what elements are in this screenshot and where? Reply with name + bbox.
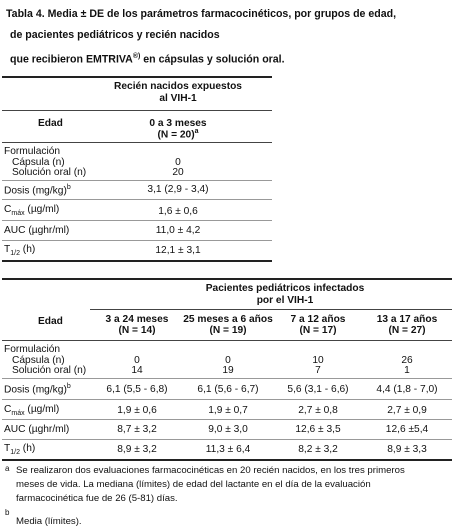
table1-val-cmax: 1,6 ± 0,6 <box>158 206 198 217</box>
t12-unit: (h) <box>19 443 36 454</box>
table2-row-solucion: Solución oral (n) <box>12 365 87 376</box>
footnote-a-mark: a <box>5 464 10 473</box>
table2-group-header-line-1: Pacientes pediátricos infectados <box>205 283 365 294</box>
table-title-line-2: de pacientes pediátricos y recién nacidos <box>10 29 220 41</box>
table2-group-header-line-2: por el VIH-1 <box>256 295 314 306</box>
table2-col-1-line-2: (N = 14) <box>118 325 156 336</box>
table2-col-2-line-2: (N = 19) <box>209 325 247 336</box>
table2-age-label: Edad <box>38 316 63 327</box>
table1-row-cmax <box>4 204 59 217</box>
table2-val-t12-2: 11,3 ± 6,4 <box>205 444 251 455</box>
table2-val-dosis-1: 6,1 (5,5 - 6,8) <box>106 384 168 395</box>
table2-col-2-line-1: 25 meses a 6 años <box>183 314 273 325</box>
table1-val-auc: 11,0 ± 4,2 <box>155 225 201 236</box>
table2-val-t12-4: 8,9 ± 3,3 <box>387 444 427 455</box>
cmax-symbol: C <box>4 404 12 415</box>
table2-val-t12-1: 8,9 ± 3,2 <box>117 444 157 455</box>
table1-row-dosis <box>4 184 71 196</box>
footnote-mark-a: a <box>194 128 199 135</box>
table2-row-t12 <box>4 443 35 456</box>
table1-val-capsula: 0 <box>175 157 181 168</box>
cmax-subscript: máx <box>11 410 25 418</box>
footnote-a-line-1: Se realizaron dos evaluaciones farmacocinéticas en 20 recién nacidos, en los tres primeros <box>16 465 405 476</box>
table2-val-dosis-3: 5,6 (3,1 - 6,6) <box>287 384 349 395</box>
footnote-b-text: Media (límites). <box>16 516 82 527</box>
table2-val-cmax-4: 2,7 ± 0,9 <box>387 405 427 416</box>
table1-group-header-line-1: Recién nacidos expuestos <box>114 81 242 92</box>
cmax-unit: (µg/ml) <box>24 204 60 215</box>
title-registered-mark: ®) <box>132 53 141 60</box>
cmax-unit: (µg/ml) <box>24 404 60 415</box>
t12-unit: (h) <box>19 244 36 255</box>
table1-val-solucion: 20 <box>172 167 184 178</box>
table2-val-capsula-1: 0 <box>134 355 140 366</box>
table2-bottom-rule <box>2 459 452 461</box>
table2-row-rule <box>2 439 452 440</box>
table-title-line-3 <box>10 50 285 67</box>
table2-val-auc-3: 12,6 ± 3,5 <box>295 424 341 435</box>
table2-val-solucion-4: 1 <box>404 365 410 376</box>
table1-row-formulacion: Formulación <box>4 146 61 157</box>
table-title-line-1: Tabla 4. Media ± DE de los parámetros farmacocinéticos, por grupos de edad, <box>6 8 397 20</box>
table2-val-auc-1: 8,7 ± 3,2 <box>117 424 157 435</box>
table2-row-formulacion: Formulación <box>4 344 61 355</box>
table1-row-capsula: Cápsula (n) <box>12 157 65 168</box>
footnote-a-line-3: farmacocinética fue de 26 (5-81) días. <box>16 493 178 504</box>
table2-col-3-line-1: 7 a 12 años <box>290 314 346 325</box>
table2-val-auc-2: 9,0 ± 3,0 <box>208 424 248 435</box>
table2-val-solucion-2: 19 <box>222 365 234 376</box>
table1-col-header-rule <box>2 142 272 143</box>
table1-val-dosis: 3,1 (2,9 - 3,4) <box>147 184 209 195</box>
table1-bottom-rule <box>2 260 272 262</box>
table1-col-age-line-2 <box>88 128 268 140</box>
table2-val-capsula-2: 0 <box>225 355 231 366</box>
t12-subscript: 1/2 <box>10 250 20 258</box>
cmax-subscript: máx <box>11 210 25 218</box>
t12-symbol: T <box>4 244 11 255</box>
table1-age-label: Edad <box>38 118 63 129</box>
table2-col-header-rule <box>2 340 452 341</box>
table1-header-rule <box>2 110 272 111</box>
dosis-label: Dosis (mg/kg) <box>4 185 67 197</box>
title-product: que recibieron EMTRIVA <box>10 53 133 66</box>
table1-val-t12: 12,1 ± 3,1 <box>155 245 201 256</box>
table2-val-solucion-3: 7 <box>315 365 321 376</box>
table2-row-rule <box>2 419 452 420</box>
table1-row-rule <box>2 240 272 241</box>
table2-val-t12-3: 8,2 ± 3,2 <box>298 444 338 455</box>
table1-top-rule <box>2 76 272 78</box>
table2-row-cmax <box>4 404 59 417</box>
table1-row-rule <box>2 180 272 181</box>
footnote-mark-b: b <box>66 184 71 191</box>
table2-val-cmax-3: 2,7 ± 0,8 <box>298 405 338 416</box>
table2-row-capsula: Cápsula (n) <box>12 355 65 366</box>
cmax-symbol: C <box>4 204 12 215</box>
table2-col-4-line-1: 13 a 17 años <box>376 314 438 325</box>
t12-symbol: T <box>4 443 11 454</box>
table2-row-auc: AUC (µghr/ml) <box>4 424 70 435</box>
footnote-a-line-2: meses de vida. La mediana (límites) de edad del lactante en el día de la evaluación <box>16 479 371 490</box>
table2-row-rule <box>2 399 452 400</box>
table2-col-3-line-2: (N = 17) <box>299 325 337 336</box>
table2-row-rule <box>2 378 452 379</box>
footnote-b-mark: b <box>5 508 10 517</box>
table2-val-cmax-1: 1,9 ± 0,6 <box>117 405 157 416</box>
table1-group-header-line-2: al VIH-1 <box>159 93 197 104</box>
table1-row-rule <box>2 199 272 200</box>
table2-header-rule <box>90 309 452 310</box>
table2-col-4-line-2: (N = 27) <box>388 325 426 336</box>
title-suffix: en cápsulas y solución oral. <box>140 53 285 66</box>
table2-row-dosis <box>4 383 71 395</box>
table2-val-cmax-2: 1,9 ± 0,7 <box>208 405 248 416</box>
table1-col-n: (N = 20) <box>157 129 195 141</box>
t12-subscript: 1/2 <box>10 449 20 457</box>
table2-val-dosis-4: 4,4 (1,8 - 7,0) <box>376 384 438 395</box>
table2-val-capsula-3: 10 <box>312 355 324 366</box>
table2-val-capsula-4: 26 <box>401 355 413 366</box>
dosis-label: Dosis (mg/kg) <box>4 384 67 396</box>
table1-col-age-line-1: 0 a 3 meses <box>149 118 207 129</box>
table1-row-t12 <box>4 244 35 257</box>
table1-row-solucion: Solución oral (n) <box>12 167 87 178</box>
table2-val-solucion-1: 14 <box>131 365 143 376</box>
table2-top-rule <box>2 278 452 280</box>
table1-row-auc: AUC (µghr/ml) <box>4 225 70 236</box>
table2-val-dosis-2: 6,1 (5,6 - 6,7) <box>197 384 259 395</box>
footnote-mark-b: b <box>66 383 71 390</box>
table2-val-auc-4: 12,6 ±5,4 <box>385 424 429 435</box>
table1-row-rule <box>2 220 272 221</box>
table2-col-1-line-1: 3 a 24 meses <box>105 314 169 325</box>
